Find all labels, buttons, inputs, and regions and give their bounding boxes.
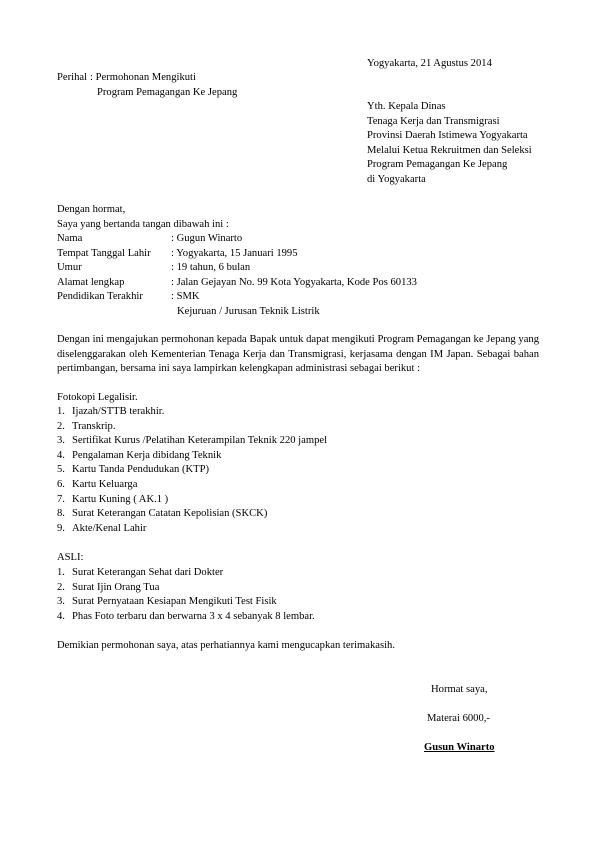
list-number: 3. (57, 596, 65, 608)
identity-row-age (57, 261, 537, 276)
subject-label: Perihal (57, 72, 88, 83)
subject-line-2: Program Pemagangan Ke Jepang (97, 87, 238, 98)
list-number: 9. (57, 522, 65, 534)
identity-label: Umur (57, 262, 82, 274)
stamp-duty-note: Materai 6000,- (427, 713, 490, 724)
identity-row-birth (57, 247, 537, 262)
recipient-line: Melalui Ketua Rekruitmen dan Seleksi (367, 144, 532, 156)
legalized-heading: Fotokopi Legalisir. (57, 392, 138, 403)
subject-line-1: : Permohonan Mengikuti (90, 72, 196, 83)
list-number: 1. (57, 406, 65, 417)
greeting: Dengan hormat, (57, 204, 126, 215)
list-text: Ijazah/STTB terakhir. (72, 406, 165, 417)
recipient-line: Program Pemagangan Ke Jepang (367, 159, 508, 171)
identity-value: : Gugun Winarto (171, 233, 243, 244)
body-paragraph (57, 333, 539, 377)
identity-label: Tempat Tanggal Lahir (57, 247, 151, 259)
letter-date: Yogyakarta, 21 Agustus 2014 (367, 58, 492, 69)
list-text: Kartu Kuning ( AK.1 ) (72, 493, 169, 505)
list-number: 4. (57, 610, 65, 622)
identity-row-major (57, 305, 537, 320)
list-text: Kartu Tanda Pendudukan (KTP) (72, 464, 210, 476)
list-number: 6. (57, 478, 65, 490)
signature-salutation: Hormat saya, (431, 684, 488, 695)
identity-row-name (57, 232, 537, 247)
identity-value: : SMK (171, 291, 200, 303)
recipient-line: Yth. Kepala Dinas (367, 101, 446, 112)
identity-label: Pendidikan Terakhir (57, 291, 143, 303)
identity-value: : Jalan Gejayan No. 99 Kota Yogyakarta, Kode Pos 60133 (171, 276, 417, 288)
list-number: 3. (57, 435, 65, 447)
body-paragraph-text: Dengan ini mengajukan permohonan kepada Bapak untuk dapat mengikuti Program Pemagangan ke Jepang yang diselenggarakan oleh Kementerian Tenaga Kerja dan Transmigrasi, kerjasama dengan IM Japan. Sebagai bahan pertimbangan, bersama ini saya lampirkan kelengkapan administrasi sebagai berikut : (57, 334, 539, 375)
original-heading: ASLI: (57, 552, 84, 563)
identity-label: Alamat lengkap (57, 276, 125, 288)
list-text: Surat Keterangan Catatan Kepolisian (SKCK) (72, 508, 268, 520)
closing-sentence: Demikian permohonan saya, atas perhatiannya kami mengucapkan terimakasih. (57, 640, 395, 651)
list-text: Transkrip. (72, 420, 116, 432)
list-number: 5. (57, 464, 65, 476)
recipient-line: di Yogyakarta (367, 173, 426, 185)
identity-label: Nama (57, 233, 83, 244)
recipient-block (367, 100, 532, 188)
identity-table (57, 232, 537, 320)
identity-row-education (57, 290, 537, 305)
recipient-line: Provinsi Daerah Istimewa Yogyakarta (367, 130, 528, 142)
signatory-name: Gusun Winarto (424, 742, 495, 753)
list-text: Akte/Kenal Lahir (72, 522, 147, 534)
list-number: 4. (57, 449, 65, 461)
list-number: 1. (57, 567, 65, 578)
recipient-line: Tenaga Kerja dan Transmigrasi (367, 115, 500, 127)
identity-value: : 19 tahun, 6 bulan (171, 262, 251, 274)
list-text: Sertifikat Kurus /Pelatihan Keterampilan Teknik 220 jampel (72, 435, 328, 447)
intro-line: Saya yang bertanda tangan dibawah ini : (57, 219, 229, 230)
identity-value: Kejuruan / Jurusan Teknik Listrik (177, 305, 320, 317)
list-text: Surat Keterangan Sehat dari Dokter (72, 567, 224, 578)
list-text: Pengalaman Kerja dibidang Teknik (72, 449, 222, 461)
identity-value: : Yogyakarta, 15 Januari 1995 (171, 247, 298, 259)
list-text: Kartu Keluarga (72, 478, 138, 490)
list-number: 2. (57, 581, 65, 593)
list-number: 8. (57, 508, 65, 520)
list-text: Surat Pernyataan Kesiapan Mengikuti Test Fisik (72, 596, 277, 608)
list-text: Phas Foto terbaru dan berwarna 3 x 4 sebanyak 8 lembar. (72, 610, 315, 622)
list-number: 2. (57, 420, 65, 432)
list-text: Surat Ijin Orang Tua (72, 581, 160, 593)
list-number: 7. (57, 493, 65, 505)
identity-row-address (57, 276, 537, 291)
